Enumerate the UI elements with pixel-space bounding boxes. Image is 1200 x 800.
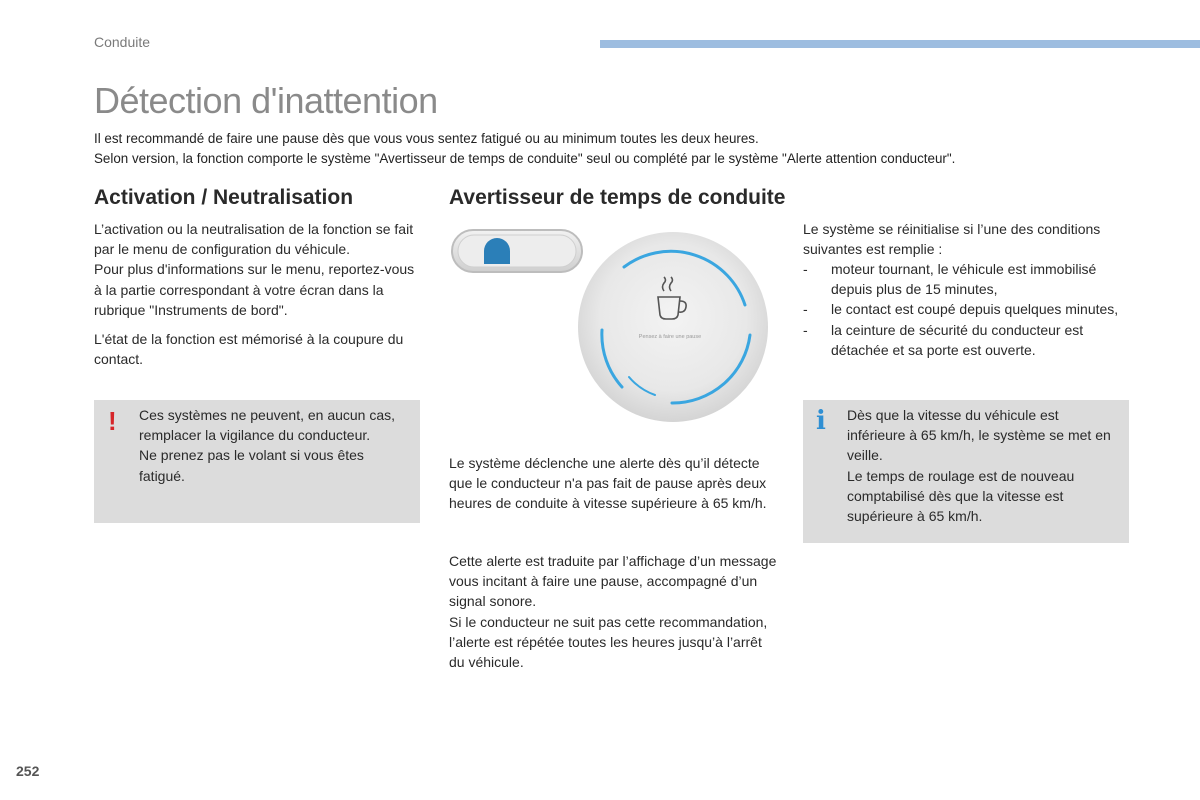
intro-line-2: Selon version, la fonction comporte le système "Avertisseur de temps de conduite" seul ou complété par le système "Alerte attention conducteur".: [94, 151, 956, 166]
alert-paragraph: Le système déclenche une alerte dès qu’il détecte que le conducteur n'a pas fait de pause après deux heures de conduite à vitesse supérieure à 65 km/h.: [449, 455, 767, 512]
section-label: Conduite: [94, 34, 151, 50]
condition-text: la ceinture de sécurité du conducteur est détachée et sa porte est ouverte.: [831, 321, 1084, 358]
heading-avertisseur: Avertisseur de temps de conduite: [449, 186, 786, 209]
exclamation-icon: !: [108, 406, 117, 436]
list-item: - la ceinture de sécurité du conducteur est détachée et sa porte est ouverte.: [803, 321, 1084, 358]
display-message: Pensez à faire une pause: [638, 334, 702, 340]
intro: [94, 129, 1144, 169]
list-item: - le contact est coupé depuis quelques minutes,: [803, 301, 1119, 318]
heading-activation: Activation / Neutralisation: [94, 186, 354, 209]
activation-paragraph: L’activation ou la neutralisation de la fonction se fait par le menu de configuration du véhicule. Pour plus d'informations sur le menu, reportez-vous à la partie correspondant à votre écran dans la rubrique "Instruments de bord".: [94, 221, 415, 318]
page-title: Détection d'inattention: [94, 80, 438, 121]
condition-text: le contact est coupé depuis quelques minutes,: [831, 301, 1119, 318]
reset-intro: Le système se réinitialise si l’une des conditions suivantes est remplie :: [803, 221, 1101, 258]
page-number: 252: [16, 763, 40, 779]
condition-text: moteur tournant, le véhicule est immobilisé depuis plus de 15 minutes,: [831, 261, 1097, 298]
memory-paragraph: L'état de la fonction est mémorisé à la coupure du contact.: [94, 331, 404, 368]
info-text: Dès que la vitesse du véhicule est inférieure à 65 km/h, le système se met en veille. Le temps de roulage est de nouveau comptabilisé dès que la vitesse est supérieure à 65 km/h.: [847, 407, 1111, 525]
intro-line-1: Il est recommandé de faire une pause dès que vous vous sentez fatigué ou au minimum toutes les deux heures.: [94, 131, 759, 146]
warning-text: Ces systèmes ne peuvent, en aucun cas, remplacer la vigilance du conducteur. Ne prenez pas le volant si vous êtes fatigué.: [139, 407, 396, 484]
list-item: - moteur tournant, le véhicule est immobilisé depuis plus de 15 minutes,: [803, 261, 1097, 298]
message-paragraph: Cette alerte est traduite par l’affichage d’un message vous incitant à faire une pause, accompagné d’un signal sonore. Si le conducteur ne suit pas cette recommandation, l’alerte est répétée toutes les heures jusqu’à l’arrêt du véhicule.: [449, 553, 777, 671]
instrument-cluster-thumbnail: [452, 230, 582, 272]
dashboard-illustration: [450, 225, 790, 435]
reset-conditions-list: [803, 259, 1128, 360]
header-bar: [600, 40, 1200, 48]
info-icon: i: [816, 406, 826, 436]
display-dial: [578, 232, 768, 422]
